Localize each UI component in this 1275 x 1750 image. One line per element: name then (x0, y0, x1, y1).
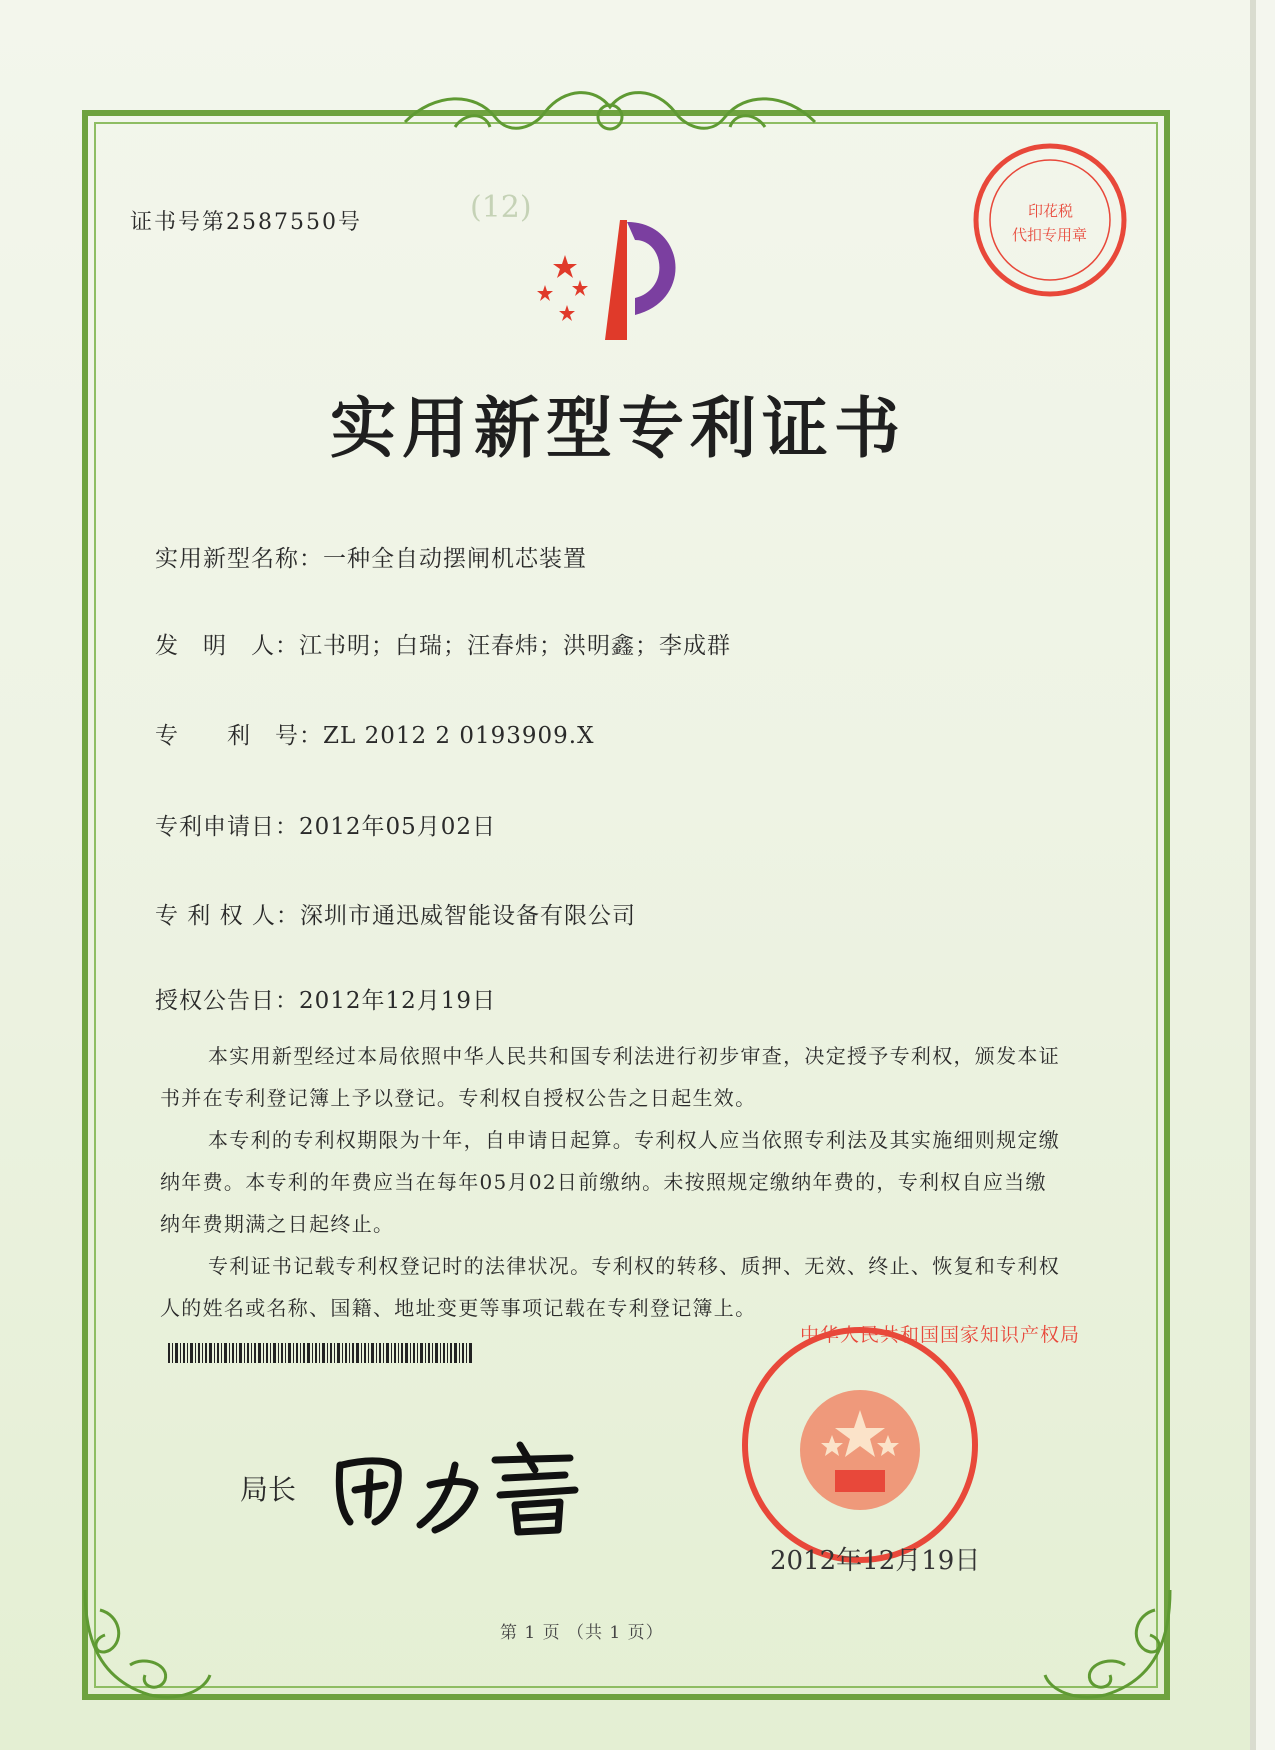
national-ipa-seal (740, 1325, 980, 1565)
bottom-left-ornament-icon (70, 1580, 220, 1710)
field-value: 一种全自动摆闸机芯装置 (323, 546, 587, 572)
field-label: 专 利 权 人： (155, 903, 300, 929)
top-ornament-icon (395, 82, 825, 142)
certificate-number: 证书号第2587550号 (130, 210, 362, 235)
barcode-icon (168, 1343, 473, 1363)
field-value: 深圳市通迅威智能设备有限公司 (299, 903, 636, 929)
field-label: 实用新型名称： (155, 546, 323, 572)
field-value: 2012年12月19日 (299, 988, 497, 1014)
utility-model-name (155, 540, 587, 573)
page-number: 第 1 页 （共 1 页） (500, 1623, 664, 1643)
application-date (155, 808, 496, 841)
patent-number (155, 717, 594, 750)
watermark-text: (12) (470, 190, 532, 225)
seal-text: 中华人民共和国国家知识产权局 (800, 1324, 1081, 1346)
seal-date: 2012年12月19日 (770, 1546, 981, 1576)
tax-stamp-line-1: 印花税 (1028, 202, 1074, 220)
bottom-right-ornament-icon (1035, 1580, 1185, 1710)
certificate-body (160, 1035, 1060, 1329)
patent-holder (155, 897, 636, 930)
body-paragraph-2: 本专利的专利权期限为十年，自申请日起算。专利权人应当依照专利法及其实施细则规定缴纳年费。本专利的年费应当在每年05月02日前缴纳。未按照规定缴纳年费的，专利权自应当缴纳年费期满之日起终止。 (160, 1128, 1060, 1236)
body-paragraph-1: 本实用新型经过本局依照中华人民共和国专利法进行初步审查，决定授予专利权，颁发本证书并在专利登记簿上予以登记。专利权自授权公告之日起生效。 (160, 1044, 1060, 1110)
field-label: 专 利 号： (155, 723, 323, 749)
director-label: 局长 (240, 1473, 297, 1506)
field-label: 发 明 人： (155, 633, 299, 659)
patent-office-logo-icon (535, 210, 695, 350)
inventors (155, 627, 731, 660)
field-label: 专利申请日： (155, 814, 299, 840)
grant-date (155, 982, 496, 1015)
field-value: 江书明；白瑞；汪春炜；洪明鑫；李成群 (299, 633, 731, 659)
body-paragraph-3: 专利证书记载专利权登记时的法律状况。专利权的转移、质押、无效、终止、恢复和专利权人的姓名或名称、国籍、地址变更等事项记载在专利登记簿上。 (160, 1254, 1060, 1320)
tax-stamp-line-2: 代扣专用章 (1012, 226, 1088, 244)
field-label: 授权公告日： (155, 988, 299, 1014)
field-value: 2012年05月02日 (299, 814, 497, 840)
certificate-title: 实用新型专利证书 (330, 389, 906, 467)
director-signature (320, 1430, 600, 1540)
field-value: ZL 2012 2 0193909.X (323, 723, 595, 749)
